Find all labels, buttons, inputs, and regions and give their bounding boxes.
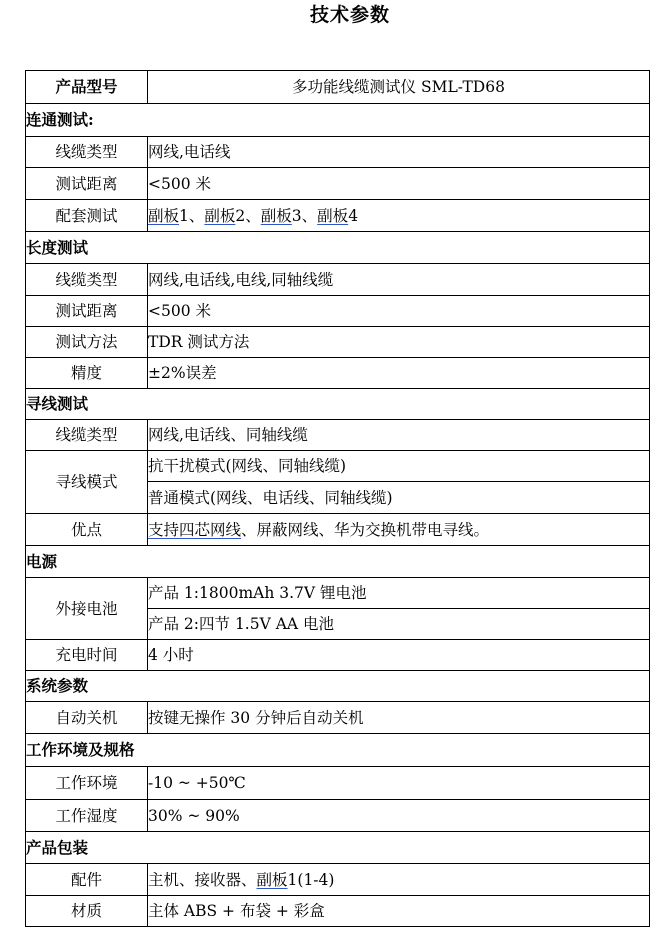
- section-title: 连通测试:: [26, 104, 650, 137]
- row-value: 网线,电话线、同轴线缆: [148, 420, 650, 451]
- table-row: [26, 896, 650, 927]
- text-fragment: 主机、接收器、: [148, 870, 257, 889]
- row-value: TDR 测试方法: [148, 327, 650, 358]
- section-row: [26, 232, 650, 264]
- spellcheck-word: 副板: [317, 206, 349, 225]
- table-row: [26, 71, 650, 104]
- row-value: [148, 200, 650, 232]
- table-row: [26, 514, 650, 546]
- section-title: 长度测试: [26, 232, 650, 264]
- row-label: 工作湿度: [26, 800, 148, 832]
- section-row: [26, 546, 650, 578]
- row-value: 产品 2:四节 1.5V AA 电池: [148, 609, 650, 640]
- section-row: [26, 671, 650, 702]
- section-row: [26, 734, 650, 767]
- table-row: [26, 702, 650, 734]
- model-value: 多功能线缆测试仪 SML-TD68: [148, 71, 650, 104]
- text-fragment: 4: [348, 206, 359, 225]
- table-row: [26, 358, 650, 389]
- spellcheck-word: 副板: [204, 206, 236, 225]
- row-label: 测试距离: [26, 168, 148, 200]
- row-label: 材质: [26, 896, 148, 927]
- spec-table: [25, 70, 650, 927]
- text-fragment: 、屏蔽网线、华为交换机带电寻线。: [241, 520, 490, 539]
- row-value: ±2%误差: [148, 358, 650, 389]
- row-label: 配件: [26, 864, 148, 896]
- table-row: [26, 578, 650, 609]
- text-fragment: 3、: [291, 206, 318, 225]
- row-value: 按键无操作 30 分钟后自动关机: [148, 702, 650, 734]
- spellcheck-word: 支持四芯网线: [148, 520, 242, 539]
- table-row: [26, 137, 650, 168]
- table-row: [26, 767, 650, 800]
- row-label: 优点: [26, 514, 148, 546]
- section-title: 产品包装: [26, 832, 650, 864]
- section-row: [26, 389, 650, 420]
- table-row: [26, 200, 650, 232]
- section-title: 工作环境及规格: [26, 734, 650, 767]
- spellcheck-word: 副板: [256, 870, 288, 889]
- row-value: 抗干扰模式(网线、同轴线缆): [148, 451, 650, 482]
- row-label: 充电时间: [26, 640, 148, 671]
- row-label: 精度: [26, 358, 148, 389]
- row-value: <500 米: [148, 168, 650, 200]
- row-label: 自动关机: [26, 702, 148, 734]
- row-value: 普通模式(网线、电话线、同轴线缆): [148, 482, 650, 514]
- spellcheck-word: 副板: [148, 206, 180, 225]
- row-value: -10 ~ +50℃: [148, 767, 650, 800]
- row-label: 测试距离: [26, 296, 148, 327]
- row-label: 线缆类型: [26, 420, 148, 451]
- table-row: [26, 264, 650, 296]
- spellcheck-word: 副板: [260, 206, 292, 225]
- text-fragment: 2、: [235, 206, 261, 225]
- row-value: <500 米: [148, 296, 650, 327]
- table-row: [26, 327, 650, 358]
- row-value: [148, 514, 650, 546]
- model-label: 产品型号: [26, 71, 148, 104]
- table-row: [26, 296, 650, 327]
- row-value: 网线,电话线: [148, 137, 650, 168]
- row-label: 外接电池: [26, 578, 148, 640]
- row-label: 线缆类型: [26, 137, 148, 168]
- section-title: 寻线测试: [26, 389, 650, 420]
- row-value: 4 小时: [148, 640, 650, 671]
- table-row: [26, 640, 650, 671]
- row-label: 线缆类型: [26, 264, 148, 296]
- page-title: 技术参数: [309, 4, 390, 26]
- table-row: [26, 864, 650, 896]
- row-value: 产品 1:1800mAh 3.7V 锂电池: [148, 578, 650, 609]
- section-title: 系统参数: [26, 671, 650, 702]
- section-row: [26, 104, 650, 137]
- section-row: [26, 832, 650, 864]
- section-title: 电源: [26, 546, 650, 578]
- row-label: 测试方法: [26, 327, 148, 358]
- text-fragment: 1(1-4): [287, 870, 335, 889]
- row-value: [148, 864, 650, 896]
- row-label: 工作环境: [26, 767, 148, 800]
- table-row: [26, 420, 650, 451]
- text-fragment: 1、: [179, 206, 205, 225]
- row-value: 30% ~ 90%: [148, 800, 650, 832]
- row-label: 寻线模式: [26, 451, 148, 514]
- row-value: 网线,电话线,电线,同轴线缆: [148, 264, 650, 296]
- row-value: 主体 ABS + 布袋 + 彩盒: [148, 896, 650, 927]
- table-row: [26, 451, 650, 482]
- table-row: [26, 168, 650, 200]
- row-label: 配套测试: [26, 200, 148, 232]
- table-row: [26, 800, 650, 832]
